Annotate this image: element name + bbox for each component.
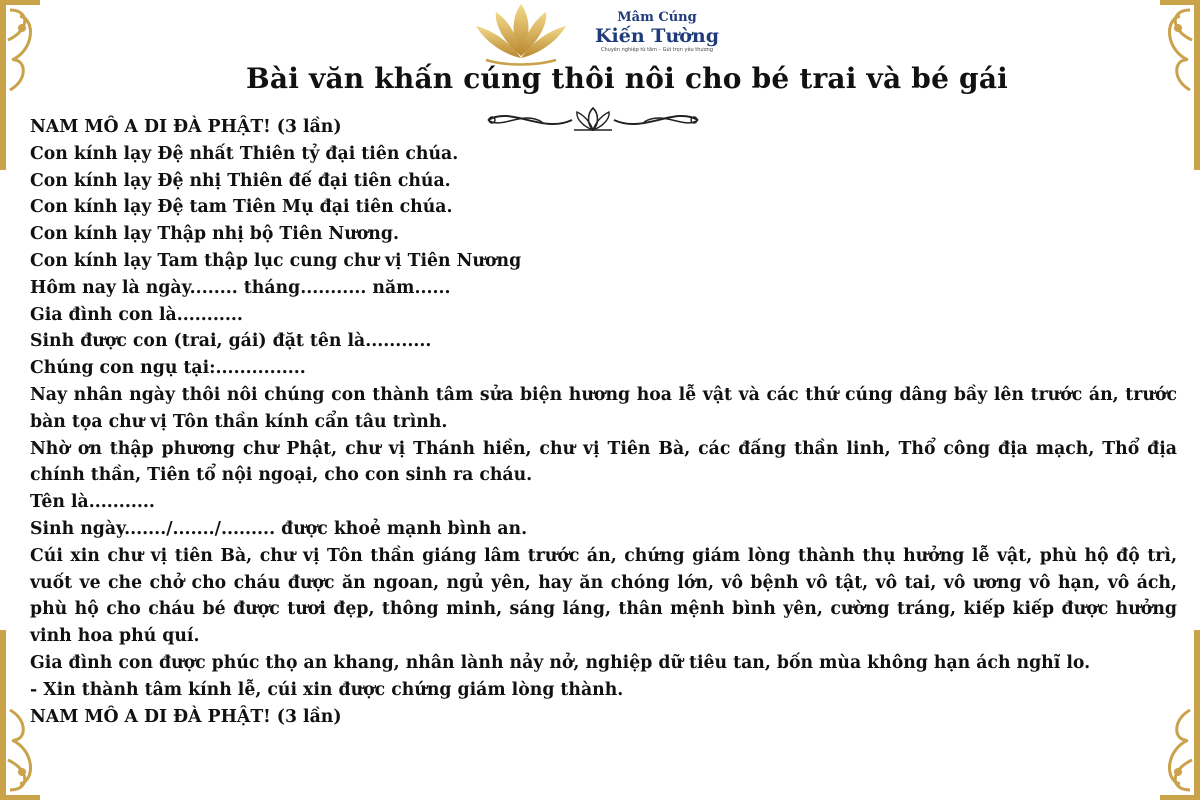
- lotus-icon: [466, 0, 576, 68]
- text-paragraph: Gia đình con được phúc thọ an khang, nhân lành nảy nở, nghiệp dữ tiêu tan, bốn mùa không hạn ách nghĩ lo.: [30, 652, 1091, 673]
- text-line: Con kính lạy Tam thập lục cung chư vị Tiên Nương: [30, 250, 522, 271]
- brand-top: Mâm Cúng: [617, 10, 697, 25]
- text-line: Sinh ngày......./......./......... được khoẻ mạnh bình an.: [30, 518, 528, 539]
- text-line: Gia đình con là...........: [30, 304, 243, 325]
- text-paragraph: Nhờ ơn thập phương chư Phật, chư vị Thánh hiền, chư vị Tiên Bà, các đấng thần linh, Thổ công địa mạch, Thổ địa chính thần, Tiên tổ nội ngoại, cho con sinh ra cháu.: [30, 438, 1177, 486]
- text-line: Con kính lạy Đệ nhất Thiên tỷ đại tiên chúa.: [30, 143, 459, 164]
- text-line: NAM MÔ A DI ĐÀ PHẬT! (3 lần): [30, 706, 342, 727]
- text-line: - Xin thành tâm kính lễ, cúi xin được chứng giám lòng thành.: [30, 679, 624, 700]
- brand-name: Kiến Tường: [595, 25, 719, 47]
- text-line: Chúng con ngụ tại:...............: [30, 358, 306, 379]
- text-line: Hôm nay là ngày........ tháng........... năm......: [30, 277, 451, 298]
- brand-tagline: Chuyên nghiệp từ tâm – Gửi trọn yêu thương: [600, 47, 713, 53]
- text-line: NAM MÔ A DI ĐÀ PHẬT! (3 lần): [30, 117, 342, 137]
- text-paragraph: Cúi xin chư vị tiên Bà, chư vị Tôn thần giáng lâm trước án, chứng giám lòng thành thụ hưởng lễ vật, phù hộ độ trì, vuốt ve che chở cho cháu được ăn ngoan, ngủ yên, hay ăn chóng lớn, vô bệnh vô tật, vô tai, vô ương vô hạn, vô ách, phù hộ cho cháu bé được tươi đẹp, thông minh, sáng láng, thân mệnh bình yên, cường tráng, kiếp kiếp được hưởng vinh hoa phú quí.: [30, 545, 1177, 647]
- text-line: Con kính lạy Đệ nhị Thiên đế đại tiên chúa.: [30, 170, 451, 191]
- page-title: Bài văn khấn cúng thôi nôi cho bé trai và bé gái: [245, 62, 1009, 95]
- text-line: Sinh được con (trai, gái) đặt tên là...........: [30, 331, 432, 352]
- text-line: Con kính lạy Thập nhị bộ Tiên Nương.: [30, 224, 399, 245]
- prayer-text: [30, 114, 1177, 730]
- brand-text: [592, 10, 722, 53]
- brand-logo: [466, 0, 726, 70]
- text-line: Tên là...........: [30, 492, 155, 513]
- text-line: Con kính lạy Đệ tam Tiên Mụ đại tiên chúa.: [30, 197, 453, 218]
- text-paragraph: Nay nhân ngày thôi nôi chúng con thành tâm sửa biện hương hoa lễ vật và các thứ cúng dâng bầy lên trước án, trước bàn tọa chư vị Tôn thần kính cẩn tâu trình.: [30, 384, 1177, 432]
